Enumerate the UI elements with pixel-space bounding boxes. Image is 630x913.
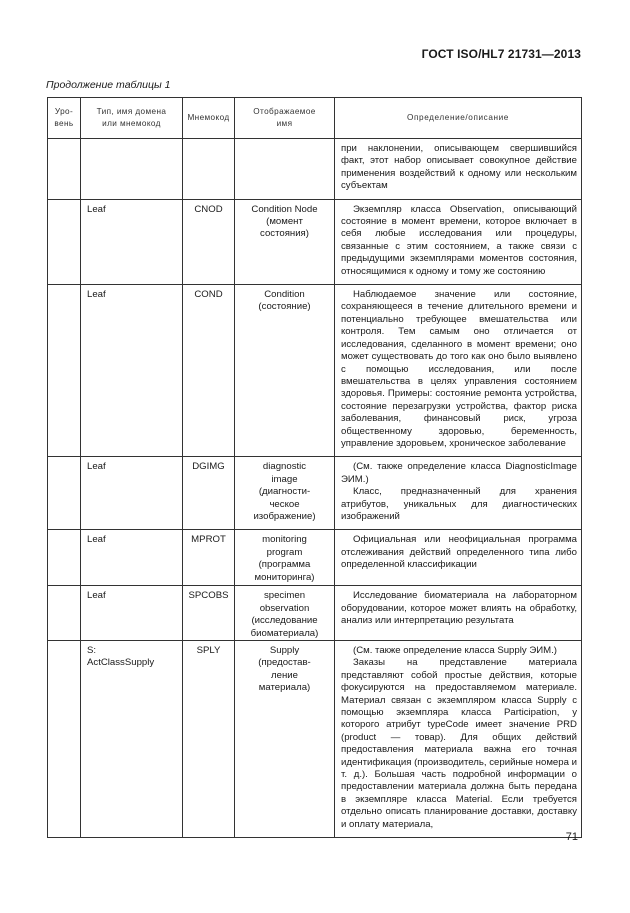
definition-paragraph: Исследование биоматериала на лабораторном оборудовании, которое может влиять на обработку, анализ или интерпретацию результата bbox=[341, 590, 577, 627]
definition-paragraph: Заказы на представление материала представляют собой простые действия, которые фокусируются на предоставляемом материале. Материал связан с экземпляром класса Supply с помощью экземпляра класса Participation, у которого атрибут typeCode имеет значение PRD (product — товар). Для общих действий предоставления материала важна его точная идентификация (производитель, серийные номера и т. д.). Большая часть подробной информации о предоставлении материала должна быть передана в экземпляре класса Material. Если требуется отдельно описать планирование доставки, доставку и оплату материала, bbox=[341, 657, 577, 830]
header-line: Мнемокод bbox=[187, 113, 230, 122]
header-display-name bbox=[235, 98, 335, 139]
cell-display-name bbox=[235, 457, 335, 530]
definition-paragraph: Наблюдаемое значение или состояние, сохраняющееся в течение длительного времени и потенциально требующее вмешательства или контроля. Тем самым оно отличается от исследования, сделанного в момент времени; оно может существовать до того как оно было выявлено с помощью исследования, или после вмешательства в целях управления состоянием здоровья. Примеры: состояние ремонта устройства, состояние перезагрузки устройства, фактор риска заболевания, финансовый риск, угроза общественному здоровью, беременность, управление здоровьем, хроническое заболевание bbox=[341, 289, 577, 449]
type-text: Leaf bbox=[87, 534, 106, 546]
display-name-text: (диагности- bbox=[258, 486, 311, 498]
cell-level bbox=[48, 139, 81, 200]
cell-mnemonic: COND bbox=[183, 285, 235, 457]
type-text: S: bbox=[87, 645, 97, 656]
display-name-text: diagnostic bbox=[262, 461, 307, 473]
cell-level bbox=[48, 530, 81, 586]
cell-display-name bbox=[235, 285, 335, 457]
display-name-text: (предостав- bbox=[258, 657, 311, 669]
table-row bbox=[48, 530, 582, 586]
header-line: или мнемокод bbox=[102, 119, 161, 128]
cell-level bbox=[48, 641, 81, 838]
table-body bbox=[48, 139, 582, 838]
cell-level bbox=[48, 457, 81, 530]
display-name-text: Condition Node bbox=[251, 203, 318, 215]
cell-display-name bbox=[235, 530, 335, 586]
display-name-text: ление bbox=[271, 669, 298, 681]
table-header bbox=[48, 98, 582, 139]
table-row bbox=[48, 199, 582, 284]
display-name-text: specimen bbox=[263, 590, 306, 602]
display-name-text: observation bbox=[259, 602, 310, 614]
definition-paragraph: Класс, предназначенный для хранения атрибутов, уникальных для диагностических изображений bbox=[341, 486, 577, 522]
table-row bbox=[48, 586, 582, 641]
display-name-text: ческое bbox=[269, 498, 300, 510]
definition-paragraph: (См. также определение класса DiagnosticImage ЭИМ.) bbox=[341, 461, 577, 485]
cell-type bbox=[81, 641, 183, 838]
table-row bbox=[48, 457, 582, 530]
display-name-text: (момент bbox=[266, 216, 303, 228]
cell-mnemonic: SPLY bbox=[183, 641, 235, 838]
display-name-text: материала) bbox=[258, 682, 311, 694]
cell-definition bbox=[335, 457, 582, 530]
cell-display-name bbox=[235, 586, 335, 641]
header-definition bbox=[335, 98, 582, 139]
display-name-text: (состояние) bbox=[258, 301, 311, 313]
cell-definition bbox=[335, 530, 582, 586]
cell-display-name bbox=[235, 641, 335, 838]
cell-definition bbox=[335, 586, 582, 641]
definition-paragraph: (См. также определение класса Supply ЭИМ.) bbox=[353, 645, 557, 656]
display-name-text: (исследование bbox=[251, 615, 318, 627]
type-text: Leaf bbox=[87, 203, 106, 215]
table-caption: Продолжение таблицы 1 bbox=[46, 79, 171, 91]
standard-header: ГОСТ ISO/HL7 21731—2013 bbox=[421, 47, 581, 61]
display-name-text: monitoring bbox=[262, 534, 307, 546]
cell-type bbox=[81, 530, 183, 586]
display-name-text: image bbox=[271, 473, 298, 485]
display-name-text: мониторинга) bbox=[254, 571, 315, 583]
cell-mnemonic: SPCOBS bbox=[183, 586, 235, 641]
page-number: 71 bbox=[565, 831, 578, 843]
cell-type bbox=[81, 457, 183, 530]
definition-paragraph: Официальная или неофициальная программа отслеживания действий определенного типа либо определенной классификации bbox=[341, 534, 577, 571]
cell-mnemonic: MPROT bbox=[183, 530, 235, 586]
cell-type bbox=[81, 285, 183, 457]
cell-display-name bbox=[235, 139, 335, 200]
display-name-text: program bbox=[266, 546, 303, 558]
display-name-text: изображение) bbox=[253, 510, 316, 522]
table-row bbox=[48, 285, 582, 457]
cell-definition bbox=[335, 199, 582, 284]
cell-definition bbox=[335, 641, 582, 838]
cell-level bbox=[48, 199, 81, 284]
header-line: имя bbox=[276, 119, 293, 128]
cell-mnemonic: DGIMG bbox=[183, 457, 235, 530]
cell-type bbox=[81, 586, 183, 641]
header-line: Уро- bbox=[54, 107, 74, 116]
type-text: Leaf bbox=[87, 461, 106, 473]
definition-paragraph: Экземпляр класса Observation, описывающий состояние в момент времени, которое включает в себя любые исследования или процедуры, связанные с этим состоянием, а также связи с предыдущими экземплярами моментов состояния, относящимися к одному и тому же состоянию bbox=[341, 203, 577, 277]
cell-type bbox=[81, 139, 183, 200]
cell-mnemonic bbox=[183, 139, 235, 200]
type-text: Leaf bbox=[87, 590, 106, 602]
display-name-text: биоматериала) bbox=[250, 627, 319, 639]
cell-level bbox=[48, 285, 81, 457]
type-text: ActClassSupply bbox=[87, 657, 155, 669]
display-name-text: состояния) bbox=[260, 228, 309, 240]
cell-definition bbox=[335, 139, 582, 200]
table-row bbox=[48, 641, 582, 838]
header-line: Определение/описание bbox=[407, 113, 509, 122]
header-mnemonic bbox=[183, 98, 235, 139]
cell-mnemonic: CNOD bbox=[183, 199, 235, 284]
display-name-text: Condition bbox=[264, 289, 305, 301]
display-name-text: (программа bbox=[258, 559, 311, 571]
cell-type bbox=[81, 199, 183, 284]
header-level bbox=[48, 98, 81, 139]
definition-paragraph: при наклонении, описывающем свершившийся факт, этот набор описывает совокупное действие применения воздействий к одному или нескольким субъектам bbox=[341, 143, 577, 192]
type-text: Leaf bbox=[87, 289, 106, 301]
classification-table bbox=[47, 97, 582, 838]
header-type bbox=[81, 98, 183, 139]
header-line: Отображаемое bbox=[253, 107, 316, 116]
table-row bbox=[48, 139, 582, 200]
header-line: вень bbox=[54, 119, 74, 128]
display-name-text: Supply bbox=[269, 645, 300, 656]
cell-display-name bbox=[235, 199, 335, 284]
cell-level bbox=[48, 586, 81, 641]
cell-definition bbox=[335, 285, 582, 457]
header-line: Тип, имя домена bbox=[96, 107, 167, 116]
